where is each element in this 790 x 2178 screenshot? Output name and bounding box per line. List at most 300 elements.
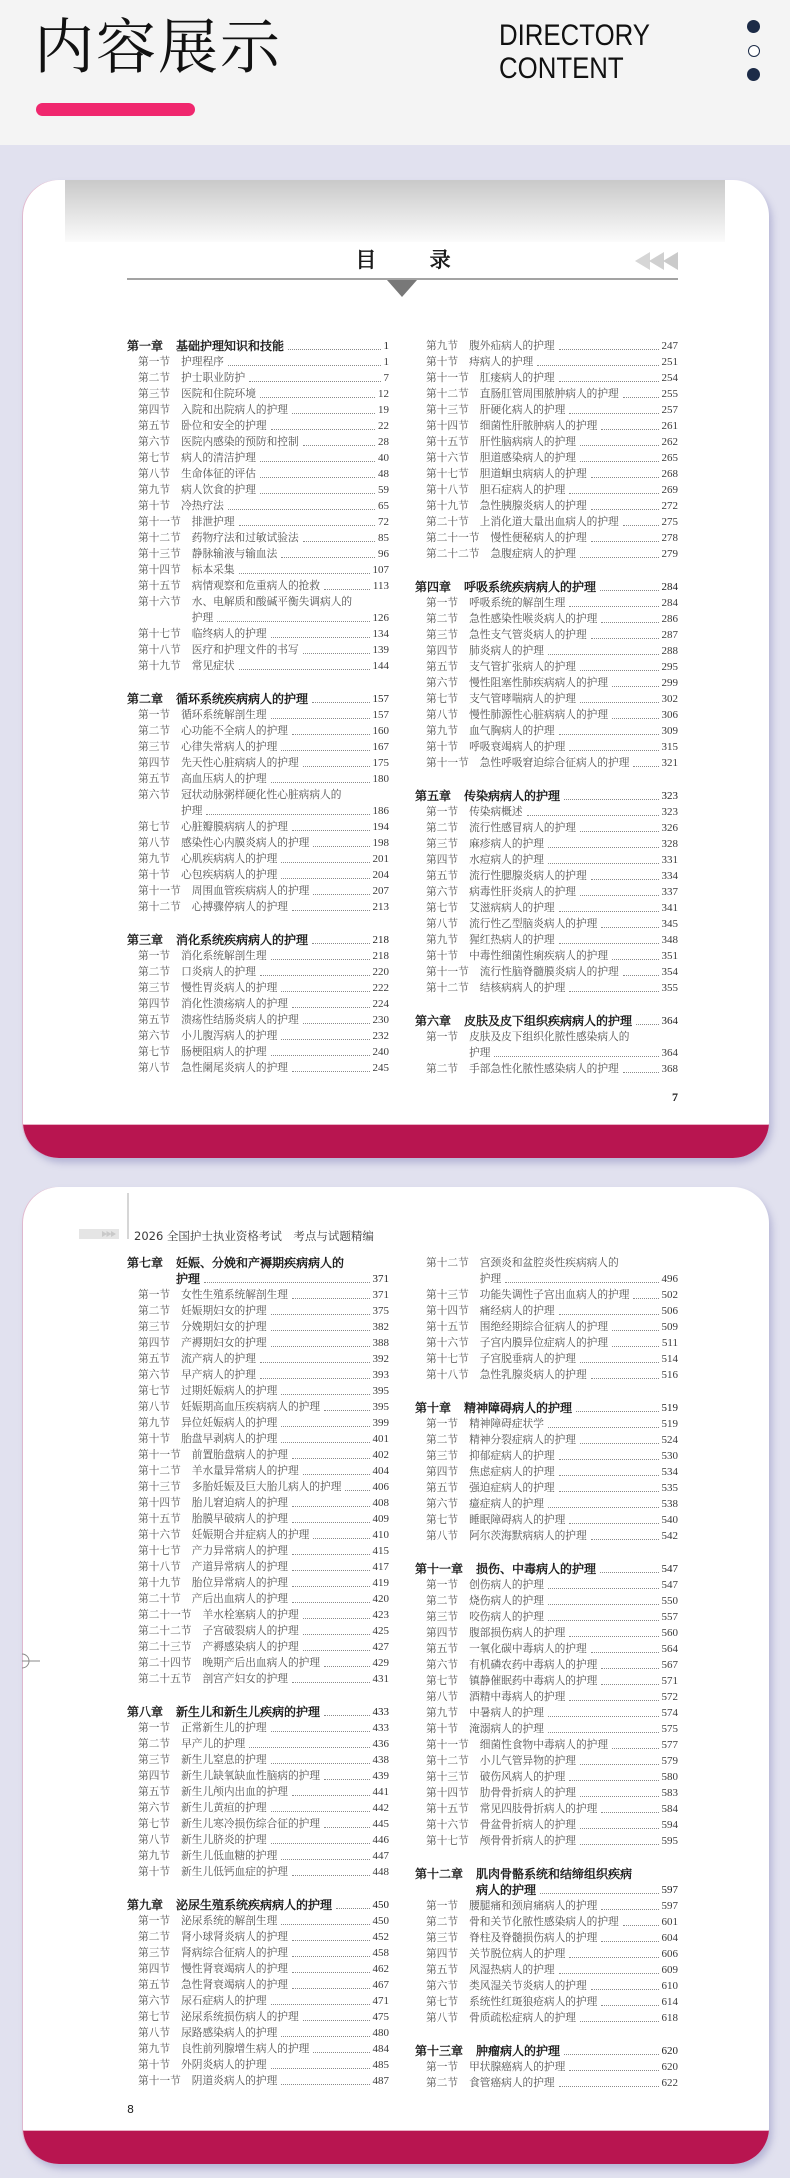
toc-section-entry: [415, 884, 678, 900]
dot-leader: [591, 1378, 659, 1379]
toc-row: [415, 1609, 678, 1625]
toc-row: [127, 2025, 389, 2041]
dot-leader: [633, 1298, 658, 1299]
toc-row: [127, 996, 389, 1012]
section-number: 第二节: [426, 1063, 459, 1075]
toc-row: [127, 867, 389, 883]
section-number: 第十九节: [138, 1577, 181, 1589]
toc-row: [415, 980, 678, 996]
section-title: 消化系统解剖生理: [181, 950, 267, 962]
section-number: 第四节: [426, 854, 459, 866]
dot-leader: [580, 1764, 659, 1765]
section-title: 流行性乙型脑炎病人的护理: [469, 918, 598, 930]
toc-row: [127, 1383, 389, 1399]
toc-row: [127, 1864, 389, 1880]
page-reference: 450: [372, 1899, 389, 1911]
toc-section-entry: [127, 1864, 389, 1880]
toc-section-entry: [415, 1946, 678, 1962]
toc-row: [127, 546, 389, 562]
section-number: 第三节: [426, 1450, 459, 1462]
toc-row: [415, 579, 678, 595]
section-number: 第二节: [138, 725, 171, 737]
chapter-number: 第七章: [127, 1256, 164, 1270]
toc-section-entry: [127, 1319, 389, 1335]
toc-section-entry: [127, 418, 389, 434]
dot-leader: [271, 1811, 370, 1812]
chapter-number: 第二章: [127, 692, 164, 706]
toc-row: [127, 1848, 389, 1864]
dot-leader: [292, 1956, 370, 1957]
toc-row: [415, 755, 678, 771]
toc-section-entry: [127, 1639, 389, 1655]
section-number: 第六节: [138, 436, 171, 448]
toc-row: [127, 835, 389, 851]
toc-chapter-entry: [415, 2043, 678, 2059]
page-reference: 113: [372, 580, 389, 592]
section-title: 消化性溃疡病人的护理: [181, 998, 288, 1010]
dot-leader: [239, 573, 370, 574]
dot-leader: [260, 1362, 370, 1363]
section-number: 第十节: [138, 500, 171, 512]
dot-leader: [559, 1491, 659, 1492]
page-reference: 604: [661, 1932, 678, 1944]
toc-row: [127, 1945, 389, 1961]
section-number: 第十一节: [138, 516, 181, 528]
section-title: 小儿气管异物的护理: [479, 1755, 576, 1767]
section-title: 剖宫产妇女的护理: [202, 1673, 288, 1685]
toc-section-entry: [415, 1287, 678, 1303]
toc-row: [127, 1623, 389, 1639]
section-number: 第一节: [426, 2061, 459, 2073]
section-title: 呼吸衰竭病人的护理: [469, 741, 566, 753]
page-header: [0, 0, 790, 145]
toc-section-entry: [415, 643, 678, 659]
toc-row-continued: [415, 1045, 678, 1061]
section-title: 子宫脱垂病人的护理: [479, 1353, 576, 1365]
toc-section-entry: [127, 819, 389, 835]
page-reference: 601: [661, 1916, 678, 1928]
section-number: 第一节: [138, 1915, 171, 1927]
toc-row: [415, 611, 678, 627]
page-reference: 306: [661, 709, 678, 721]
section-title: 阿尔茨海默病病人的护理: [469, 1530, 587, 1542]
section-title: 淹溺病人的护理: [469, 1723, 544, 1735]
dot-leader: [260, 975, 370, 976]
toc-row: [415, 820, 678, 836]
section-title: 宫颈炎和盆腔炎性疾病病人的: [479, 1257, 619, 1269]
toc-section-entry: [127, 450, 389, 466]
toc-row: [127, 980, 389, 996]
section-title: 类风湿关节炎病人的护理: [469, 1980, 587, 1992]
section-title-continued: 护理: [191, 612, 214, 624]
toc-row: [415, 1013, 678, 1029]
toc-row: [127, 1800, 389, 1816]
toc-section-entry: [415, 370, 678, 386]
toc-section-entry: [127, 964, 389, 980]
section-title: 胆石症病人的护理: [479, 484, 566, 496]
dot-leader: [564, 799, 658, 800]
section-title: 睡眠障碍病人的护理: [469, 1514, 566, 1526]
toc-row: [415, 1416, 678, 1432]
section-title: 新生儿脐炎的护理: [181, 1834, 267, 1846]
page-reference: 180: [372, 773, 389, 785]
section-number: 第四节: [138, 757, 171, 769]
dot-leader: [559, 1475, 659, 1476]
page-reference: 401: [372, 1433, 389, 1445]
toc-section-entry: [127, 739, 389, 755]
chapter-number: 第一章: [127, 339, 164, 353]
dot-leader: [292, 1458, 370, 1459]
toc-section-entry: [127, 354, 389, 370]
toc-section-entry: [415, 1512, 678, 1528]
page-reference: 574: [661, 1707, 678, 1719]
section-title: 支气管扩张病人的护理: [469, 661, 576, 673]
toc-row: [127, 434, 389, 450]
dot-leader: [312, 943, 369, 944]
page-reference: 175: [372, 757, 389, 769]
section-title: 腹部损伤病人的护理: [469, 1627, 566, 1639]
section-title: 肾小球肾炎病人的护理: [181, 1931, 288, 1943]
toc-row: [415, 1930, 678, 1946]
toc-section-entry: [415, 1737, 678, 1753]
toc-section-entry: [415, 739, 678, 755]
toc-row: [127, 851, 389, 867]
section-title: 排泄护理: [191, 516, 235, 528]
section-number: 第二十节: [426, 516, 469, 528]
toc-section-entry: [127, 1383, 389, 1399]
toc-section-entry: [127, 787, 389, 819]
toc-row: [127, 1511, 389, 1527]
page-reference: 364: [661, 1015, 678, 1027]
section-title: 产力异常病人的护理: [191, 1545, 288, 1557]
dot-leader: [636, 1024, 658, 1025]
dot-leader: [564, 2054, 658, 2055]
toc-section-entry: [127, 1415, 389, 1431]
page-reference: 287: [661, 629, 678, 641]
page-reference: 96: [378, 548, 389, 560]
toc-row: [415, 1464, 678, 1480]
dot-leader: [313, 846, 369, 847]
page-reference: 519: [661, 1402, 678, 1414]
toc-row: [415, 1561, 678, 1577]
chapter-title: 肿瘤病人的护理: [476, 2044, 561, 2058]
toc-row: [127, 1431, 389, 1447]
toc-row: [127, 1736, 389, 1752]
page-reference: 516: [661, 1369, 678, 1381]
section-number: 第五节: [426, 661, 459, 673]
toc-section-entry: [127, 1832, 389, 1848]
section-number: 第六节: [138, 1369, 171, 1381]
section-title: 产褥期妇女的护理: [181, 1337, 267, 1349]
section-number: 第十三节: [426, 1771, 469, 1783]
section-number: 第十五节: [426, 1803, 469, 1815]
page-reference: 194: [372, 821, 389, 833]
section-title: 病人的清洁护理: [181, 452, 256, 464]
dot-leader: [559, 943, 659, 944]
dot-leader: [292, 910, 370, 911]
section-title: 生命体征的评估: [181, 468, 256, 480]
toc-section-entry: [127, 1543, 389, 1559]
section-title: 胆道蛔虫病病人的护理: [479, 468, 587, 480]
toc-row: [127, 723, 389, 739]
section-title: 慢性肾衰竭病人的护理: [181, 1963, 288, 1975]
toc-section-entry: [127, 1367, 389, 1383]
dot-leader: [324, 1715, 369, 1716]
dot-leader: [569, 1523, 658, 1524]
toc-row: [127, 642, 389, 658]
toc-row: [415, 498, 678, 514]
dot-leader: [292, 1602, 370, 1603]
dot-leader: [281, 750, 369, 751]
toc-row: [127, 1012, 389, 1028]
toc-section-entry: [127, 883, 389, 899]
dot-leader: [324, 1666, 369, 1667]
page-reference: 257: [661, 404, 678, 416]
page-reference: 579: [661, 1755, 678, 1767]
toc-row: [127, 739, 389, 755]
toc-row: [127, 450, 389, 466]
page-reference: 7: [383, 372, 389, 384]
toc-row: [127, 626, 389, 642]
section-number: 第十七节: [426, 468, 469, 480]
section-title: 分娩期妇女的护理: [181, 1321, 267, 1333]
dot-leader: [281, 557, 375, 558]
toc-row: [127, 2073, 389, 2089]
toc-section-entry: [127, 1060, 389, 1076]
chapter-title-continued: 病人的护理: [476, 1883, 537, 1897]
section-number: 第十三节: [138, 548, 181, 560]
section-number: 第八节: [426, 709, 459, 721]
toc-section-entry: [415, 755, 678, 771]
section-number: 第三节: [138, 388, 171, 400]
section-title: 心功能不全病人的护理: [181, 725, 288, 737]
toc-row: [415, 1769, 678, 1785]
page-reference: 186: [372, 805, 389, 817]
page-reference: 485: [372, 2059, 389, 2071]
section-number: 第九节: [138, 484, 171, 496]
toc-section-entry: [415, 418, 678, 434]
page-reference: 275: [661, 516, 678, 528]
section-title: 急性阑尾炎病人的护理: [181, 1062, 288, 1074]
section-number: 第十二节: [426, 388, 469, 400]
section-number: 第二节: [138, 966, 171, 978]
toc-section-entry: [127, 386, 389, 402]
section-number: 第二十节: [138, 1593, 181, 1605]
page-reference: 334: [661, 870, 678, 882]
toc-row: [415, 868, 678, 884]
section-number: 第十五节: [138, 1513, 181, 1525]
page-reference: 471: [372, 1995, 389, 2007]
toc-row: [127, 771, 389, 787]
section-title: 胎膜早破病人的护理: [191, 1513, 288, 1525]
section-number: 第六节: [426, 677, 459, 689]
page-reference: 597: [661, 1900, 678, 1912]
page-reference: 341: [661, 902, 678, 914]
toc-section-entry: [127, 642, 389, 658]
page-reference: 321: [661, 757, 678, 769]
page-reference: 302: [661, 693, 678, 705]
toc-row: [415, 1833, 678, 1849]
toc-section-entry: [415, 804, 678, 820]
dot-leader: [292, 1940, 370, 1941]
section-title: 急性肾衰竭病人的护理: [181, 1979, 288, 1991]
dot-leader: [271, 1055, 370, 1056]
section-title: 传染病概述: [469, 806, 523, 818]
page-reference: 299: [661, 677, 678, 689]
toc-row: [127, 1479, 389, 1495]
dot-leader: [260, 1378, 370, 1379]
toc-section-entry: [415, 691, 678, 707]
section-number: 第一节: [426, 1418, 459, 1430]
dot-leader: [591, 1652, 659, 1653]
toc-section-entry: [415, 1914, 678, 1930]
section-title: 痛经病人的护理: [479, 1305, 555, 1317]
toc-row: [415, 386, 678, 402]
section-number: 第五节: [138, 1353, 171, 1365]
toc-row: [415, 1061, 678, 1077]
section-title: 胎盘早剥病人的护理: [181, 1433, 278, 1445]
section-number: 第四节: [426, 1627, 459, 1639]
dot-leader: [303, 1650, 370, 1651]
page-reference: 309: [661, 725, 678, 737]
toc-section-entry: [415, 659, 678, 675]
dot-leader: [313, 894, 369, 895]
toc-section-entry: [127, 1752, 389, 1768]
toc-section-entry: [415, 1721, 678, 1737]
dot-leader: [312, 702, 369, 703]
page-reference: 395: [372, 1385, 389, 1397]
section-title: 骨质疏松症病人的护理: [469, 2012, 576, 2024]
section-number: 第八节: [138, 2027, 171, 2039]
section-title: 肾病综合征病人的护理: [181, 1947, 288, 1959]
toc-row: [127, 883, 389, 899]
toc-row-continued: [127, 803, 389, 819]
toc-row: [415, 2075, 678, 2091]
section-title: 甲状腺癌病人的护理: [469, 2061, 566, 2073]
section-number: 第九节: [138, 853, 171, 865]
section-title: 护理程序: [181, 356, 224, 368]
dot-leader: [569, 1957, 658, 1958]
dot-leader: [292, 1586, 370, 1587]
dot-leader: [569, 991, 658, 992]
section-number: 第十四节: [426, 420, 469, 432]
toc-row: [415, 1946, 678, 1962]
section-title: 风湿热病人的护理: [469, 1964, 555, 1976]
dot-leader: [569, 2070, 658, 2071]
dot-leader: [548, 1507, 659, 1508]
page-reference: 355: [661, 982, 678, 994]
dot-leader: [271, 637, 370, 638]
toc-row: [415, 1577, 678, 1593]
section-title: 强迫症病人的护理: [469, 1482, 555, 1494]
section-number: 第七节: [138, 2011, 171, 2023]
toc-section-entry: [127, 1784, 389, 1800]
dot-leader: [559, 349, 659, 350]
toc-section-entry: [415, 1480, 678, 1496]
dot-leader: [249, 1747, 369, 1748]
toc-section-entry: [127, 658, 389, 674]
toc-row: [127, 1044, 389, 1060]
page-reference: 371: [372, 1273, 389, 1285]
section-title: 新生儿低钙血症的护理: [181, 1866, 288, 1878]
section-title: 肝性脑病病人的护理: [479, 436, 576, 448]
dot-leader: [580, 1796, 659, 1797]
section-title: 心搏骤停病人的护理: [191, 901, 288, 913]
toc-row: [127, 386, 389, 402]
section-title: 癔症病人的护理: [469, 1498, 544, 1510]
toc-section-entry: [127, 1287, 389, 1303]
section-number: 第十七节: [426, 1835, 469, 1847]
dot-leader: [548, 863, 659, 864]
toc-row: [415, 1721, 678, 1737]
toc-row: [127, 530, 389, 546]
dot-leader: [303, 541, 375, 542]
toc-row: [127, 1060, 389, 1076]
chapter-title: 基础护理知识和技能: [176, 339, 285, 353]
section-number: 第八节: [426, 918, 459, 930]
dot-leader: [292, 1007, 370, 1008]
page-reference: 540: [661, 1514, 678, 1526]
toc-row: [415, 354, 678, 370]
toc-row: [415, 788, 678, 804]
section-number: 第十一节: [426, 372, 469, 384]
toc-row: [415, 659, 678, 675]
dot-leader: [591, 1989, 659, 1990]
section-number: 第七节: [426, 1996, 459, 2008]
toc-row: [127, 932, 389, 948]
page-reference: 388: [372, 1337, 389, 1349]
chapter-title: 妊娠、分娩和产褥期疾病病人的: [176, 1256, 345, 1270]
section-number: 第二十二节: [426, 548, 480, 560]
section-title: 心肌疾病病人的护理: [181, 853, 278, 865]
section-title: 女性生殖系统解剖生理: [181, 1289, 288, 1301]
section-title-continued: 护理: [479, 1273, 502, 1285]
page-reference: 431: [372, 1673, 389, 1685]
section-number: 第十六节: [138, 596, 181, 608]
section-number: 第十九节: [138, 660, 181, 672]
page-reference: 288: [661, 645, 678, 657]
chapter-title-continued: 护理: [176, 1272, 201, 1286]
section-title: 血气胸病人的护理: [469, 725, 555, 737]
toc-row: [127, 1543, 389, 1559]
section-title: 腹外疝病人的护理: [469, 340, 555, 352]
toc-section-entry: [127, 867, 389, 883]
dot-leader: [559, 1973, 659, 1974]
chapter-title: 传染病病人的护理: [464, 789, 561, 803]
section-title: 感染性心内膜炎病人的护理: [181, 837, 310, 849]
toc-row: [127, 1961, 389, 1977]
page-reference: 1: [383, 356, 389, 368]
page-reference: 425: [372, 1625, 389, 1637]
toc-row: [127, 1463, 389, 1479]
dot-leader: [271, 2068, 370, 2069]
section-number: 第八节: [138, 1401, 171, 1413]
section-number: 第四节: [138, 1770, 171, 1782]
dot-leader: [548, 1604, 659, 1605]
toc-section-entry: [127, 1848, 389, 1864]
toc-row: [415, 1914, 678, 1930]
chapter-title: 消化系统疾病病人的护理: [176, 933, 309, 947]
toc-section-entry: [127, 1044, 389, 1060]
dot-leader: [260, 397, 375, 398]
toc-section-entry: [415, 964, 678, 980]
toc-row: [415, 1351, 678, 1367]
dot-leader: [559, 734, 659, 735]
toc-row: [127, 948, 389, 964]
page-reference: 222: [372, 982, 389, 994]
page-reference: 265: [661, 452, 678, 464]
dot-leader: [292, 1682, 370, 1683]
